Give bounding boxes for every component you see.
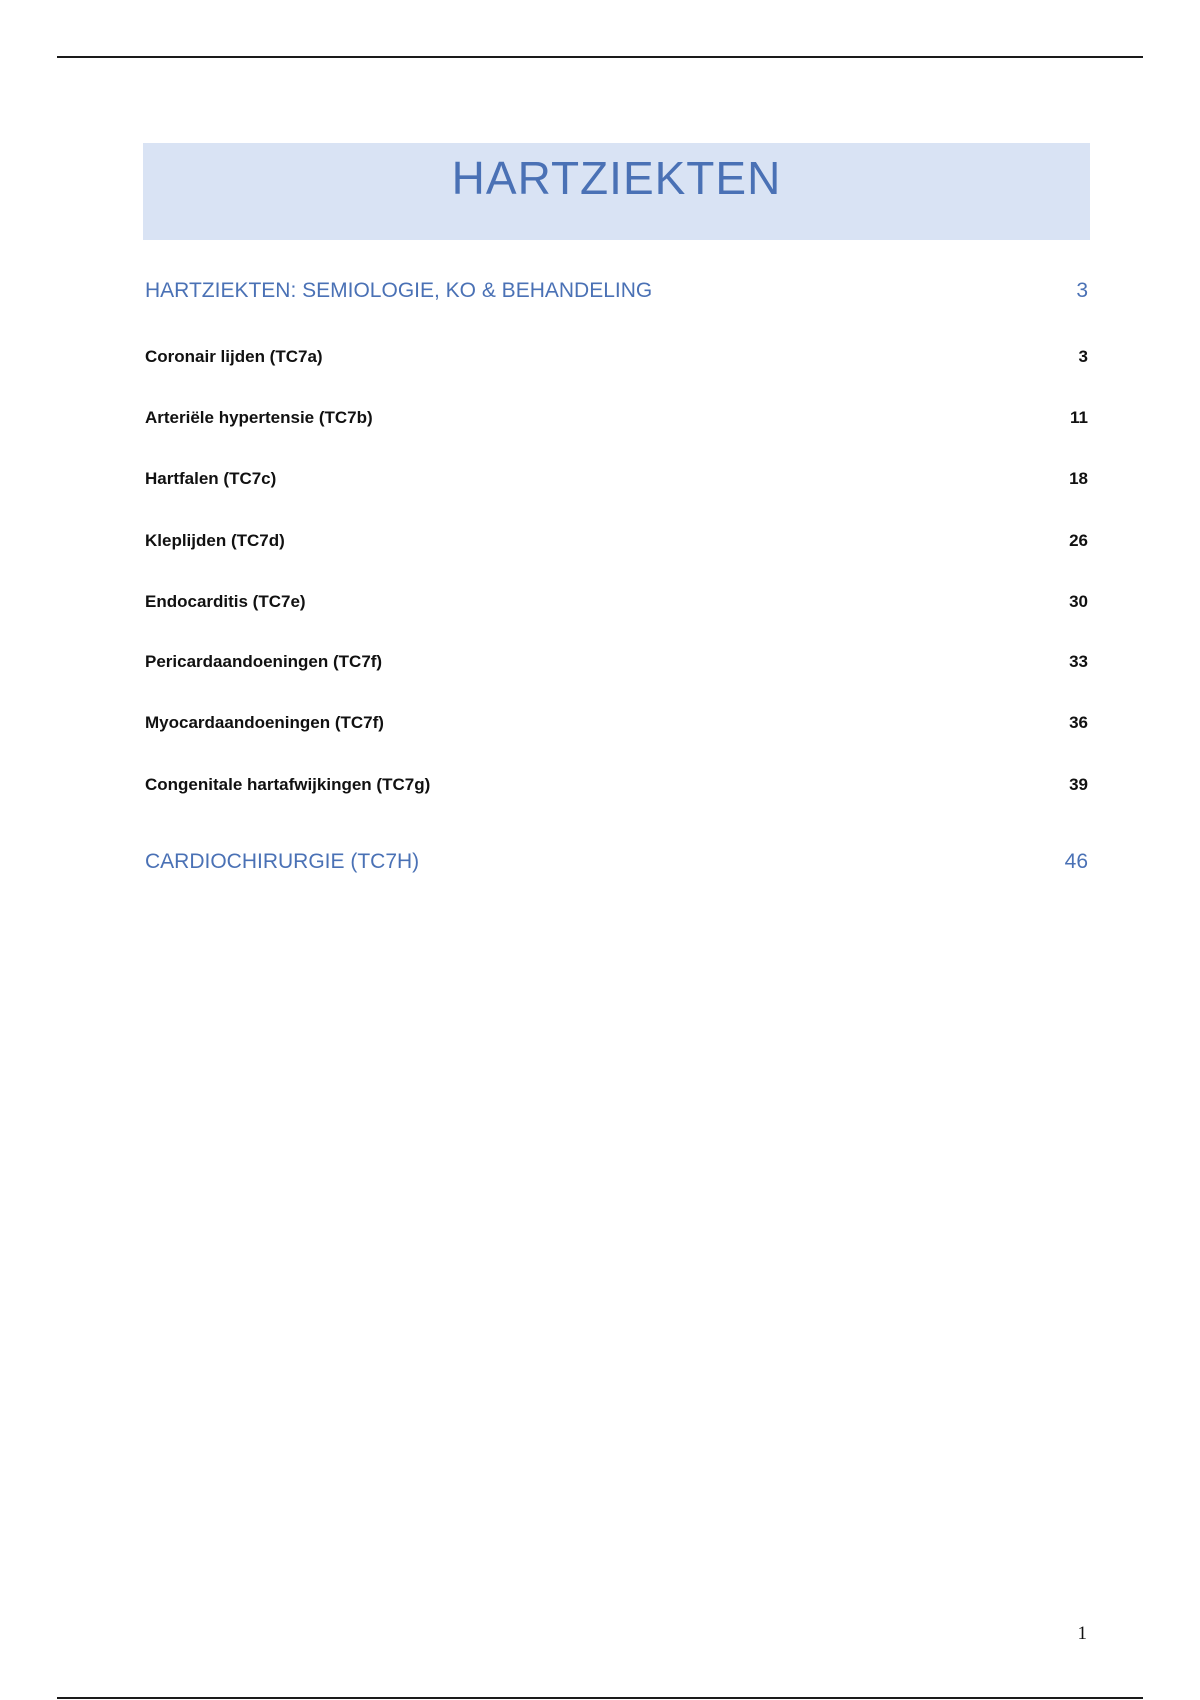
footer-rule <box>57 1697 1143 1699</box>
toc-page: 3 <box>1076 279 1088 302</box>
document-title: HARTZIEKTEN <box>451 152 782 204</box>
toc-label: Congenitale hartafwijkingen (TC7g) <box>145 775 431 794</box>
header-rule <box>57 56 1143 58</box>
toc-label: Myocardaandoeningen (TC7f) <box>145 713 384 732</box>
title-banner <box>143 143 1090 240</box>
toc-entry-myocard[interactable] <box>145 713 1088 733</box>
toc-page: 33 <box>1069 652 1088 671</box>
toc-label: Endocarditis (TC7e) <box>145 592 306 611</box>
toc-label: HARTZIEKTEN: SEMIOLOGIE, KO & BEHANDELING <box>145 279 653 302</box>
toc-page: 3 <box>1078 347 1088 366</box>
toc-label: CARDIOCHIRURGIE (TC7H) <box>145 850 420 873</box>
toc-entry-hypertensie[interactable] <box>145 408 1088 428</box>
toc-label: Hartfalen (TC7c) <box>145 469 277 488</box>
toc-page: 36 <box>1069 713 1088 732</box>
page-number: 1 <box>1077 1623 1087 1644</box>
toc-page: 18 <box>1069 469 1088 488</box>
toc-label: Kleplijden (TC7d) <box>145 531 285 550</box>
toc-page: 26 <box>1069 531 1088 550</box>
toc-label: Coronair lijden (TC7a) <box>145 347 323 366</box>
toc-entry-coronair[interactable] <box>145 347 1088 367</box>
toc-label: Arteriële hypertensie (TC7b) <box>145 408 373 427</box>
toc-page: 11 <box>1070 408 1088 427</box>
toc-page: 39 <box>1069 775 1088 794</box>
toc-section-semiologie[interactable] <box>145 279 1088 303</box>
toc-page: 46 <box>1064 850 1088 873</box>
toc-entry-congenitaal[interactable] <box>145 775 1088 795</box>
toc-entry-pericard[interactable] <box>145 652 1088 672</box>
toc-section-cardiochirurgie[interactable] <box>145 850 1088 874</box>
toc-page: 30 <box>1069 592 1088 611</box>
toc-entry-endocarditis[interactable] <box>145 592 1088 612</box>
toc-entry-hartfalen[interactable] <box>145 469 1088 489</box>
toc-entry-kleplijden[interactable] <box>145 531 1088 551</box>
toc-label: Pericardaandoeningen (TC7f) <box>145 652 383 671</box>
